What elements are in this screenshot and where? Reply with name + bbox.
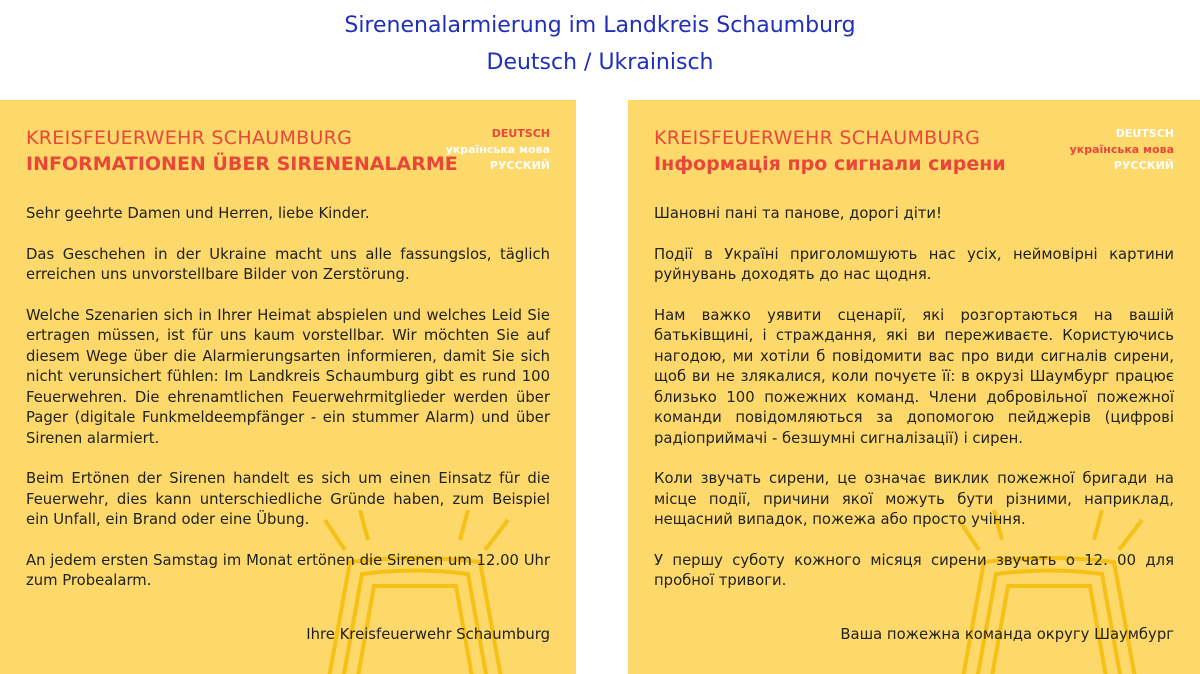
page-subtitle: Deutsch / Ukrainisch [486, 50, 714, 75]
paragraph: Нам важко уявити сценарії, які розгортаються на вашій батьківщині, і страждання, які ви переживаєте. Користуючись нагодою, ми хотіли б повідомити вас про види сигналів сирени, щоб ви не злякалися, коли почуєте її: в окрузі Шаумбург працює близько 100 пожежних команд. Члени добровільної пожежної команди повідомляються за допомогою пейджерів (цифрові радіоприймачі - безшумні сигналізації) і сирен. [654, 306, 1174, 447]
language-option-ukrainian[interactable]: українська мова [445, 143, 550, 156]
language-list [1070, 126, 1174, 174]
language-option-deutsch[interactable]: DEUTSCH [1115, 127, 1174, 140]
org-name: KREISFEUERWEHR SCHAUMBURG [654, 127, 981, 149]
card-heading: Інформація про сигнали сирени [654, 153, 1006, 175]
paragraph: Події в Україні приголомшують нас усіх, неймовірні картини руйнувань доходять до нас щодня. [654, 245, 1174, 283]
greeting: Шановні пані та панове, дорогі діти! [654, 205, 942, 222]
card-heading: INFORMATIONEN ÜBER SIRENENALARME [26, 153, 458, 175]
org-name: KREISFEUERWEHR SCHAUMBURG [26, 127, 353, 149]
paragraph: Das Geschehen in der Ukraine macht uns alle fassungslos, täglich erreichen uns unvorstellbare Bilder von Zerstörung. [26, 245, 550, 283]
language-option-deutsch[interactable]: DEUTSCH [491, 127, 550, 140]
greeting: Sehr geehrte Damen und Herren, liebe Kinder. [26, 205, 370, 222]
signature: Ihre Kreisfeuerwehr Schaumburg [306, 626, 550, 643]
language-option-russian[interactable]: РУССКИЙ [489, 159, 550, 172]
signature: Ваша пожежна команда округу Шаумбург [840, 626, 1174, 643]
page-title: Sirenenalarmierung im Landkreis Schaumburg [344, 13, 856, 38]
card-body [654, 204, 1174, 592]
card-body [26, 204, 550, 592]
paragraph: Welche Szenarien sich in Ihrer Heimat abspielen und welches Leid Sie ertragen müssen, ist für uns kaum vorstellbar. Wir möchten Sie auf diesem Wege über die Alarmierungsarten informieren, damit Sie sich nicht verunsichert fühlen: Im Landkreis Schaumburg gibt es rund 100 Feuerwehren. Die ehrenamtlichen Feuerwehrmitglieder werden über Pager (digitale Funkmeldeempfänger - ein stummer Alarm) und über Sirenen alarmiert. [26, 306, 550, 447]
paragraph: An jedem ersten Samstag im Monat ertönen die Sirenen um 12.00 Uhr zum Probealarm. [26, 551, 550, 589]
paragraph: У першу суботу кожного місяця сирени звучать о 12. 00 для пробної тривоги. [654, 551, 1174, 589]
info-card-ukrainian [628, 100, 1200, 674]
info-card-german [0, 100, 576, 674]
language-option-russian[interactable]: РУССКИЙ [1113, 159, 1174, 172]
language-list [446, 126, 550, 174]
paragraph: Beim Ertönen der Sirenen handelt es sich um einen Einsatz für die Feuerwehr, dies kann unterschiedliche Gründe haben, zum Beispiel ein Unfall, ein Brand oder eine Übung. [26, 470, 550, 528]
paragraph: Коли звучать сирени, це означає виклик пожежної бригади на місце події, причини якої можуть бути різними, наприклад, нещасний випадок, пожежа або просто учіння. [654, 470, 1174, 528]
language-option-ukrainian[interactable]: українська мова [1069, 143, 1174, 156]
